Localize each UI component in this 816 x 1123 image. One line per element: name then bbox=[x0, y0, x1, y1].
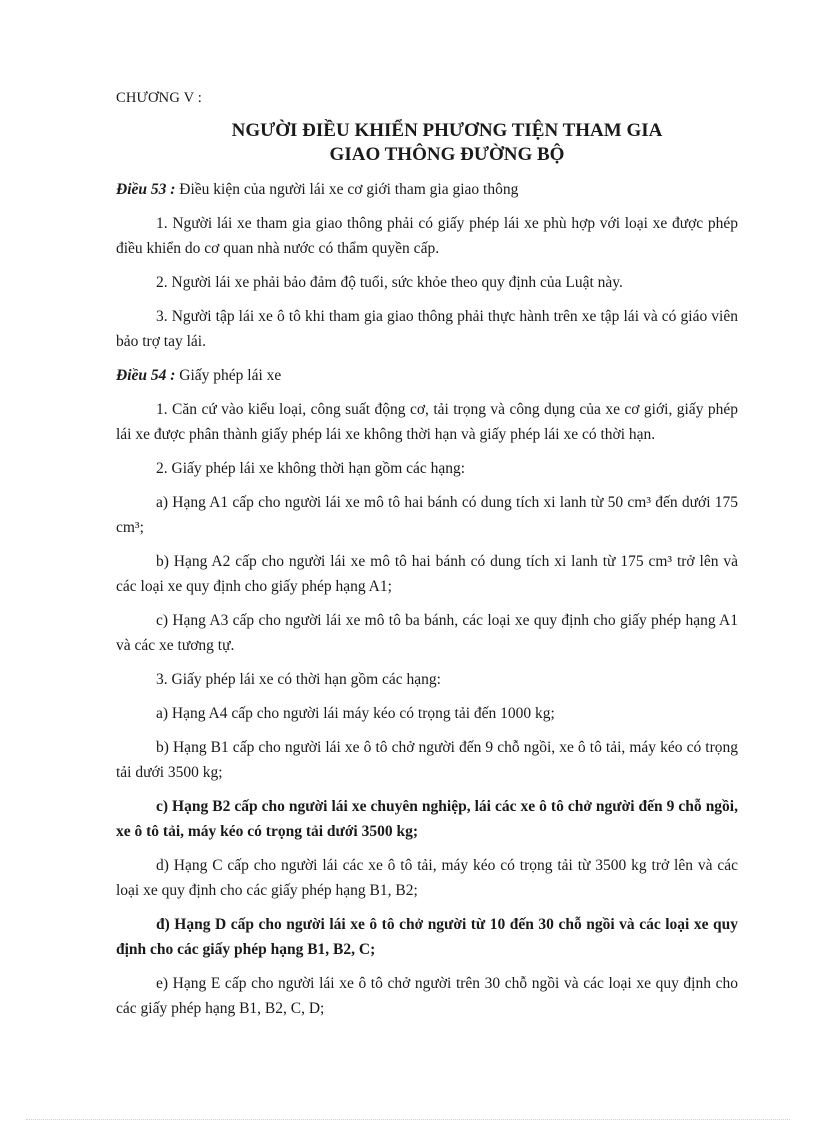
article-54-clause-3a: a) Hạng A4 cấp cho người lái máy kéo có trọng tải đến 1000 kg; bbox=[156, 705, 555, 722]
article-53-clause-1: 1. Người lái xe tham gia giao thông phải có giấy phép lái xe phù hợp với loại xe được phép điều khiển do cơ quan nhà nước có thẩm quyền cấp. bbox=[116, 215, 738, 257]
chapter-title bbox=[116, 119, 738, 167]
article-54-clause-3c: c) Hạng B2 cấp cho người lái xe chuyên nghiệp, lái các xe ô tô chở người đến 9 chỗ ngồi, xe ô tô tải, máy kéo có trọng tải dưới 3500 kg; bbox=[116, 798, 738, 840]
article-54-clause-3d: d) Hạng C cấp cho người lái các xe ô tô tải, máy kéo có trọng tải từ 3500 kg trở lên và các loại xe quy định cho các giấy phép hạng B1, B2; bbox=[116, 857, 738, 899]
article-54-label: Điều 54 : bbox=[116, 367, 176, 384]
article-53-title: Điều kiện của người lái xe cơ giới tham gia giao thông bbox=[175, 181, 519, 198]
article-54-clause-3dd: đ) Hạng D cấp cho người lái xe ô tô chở người từ 10 đến 30 chỗ ngồi và các loại xe quy định cho các giấy phép hạng B1, B2, C; bbox=[116, 916, 738, 958]
article-53-heading bbox=[116, 177, 738, 202]
article-53-clause-2: 2. Người lái xe phải bảo đảm độ tuổi, sức khỏe theo quy định của Luật này. bbox=[156, 274, 623, 291]
article-53-clause-3: 3. Người tập lái xe ô tô khi tham gia giao thông phải thực hành trên xe tập lái và có giáo viên bảo trợ tay lái. bbox=[116, 308, 738, 350]
article-54-clause-1: 1. Căn cứ vào kiểu loại, công suất động cơ, tải trọng và công dụng của xe cơ giới, giấy phép lái xe được phân thành giấy phép lái xe không thời hạn và giấy phép lái xe có thời hạn. bbox=[116, 401, 738, 443]
article-54-clause-2: 2. Giấy phép lái xe không thời hạn gồm các hạng: bbox=[156, 460, 466, 477]
article-54-title: Giấy phép lái xe bbox=[175, 367, 282, 384]
article-54-clause-3b: b) Hạng B1 cấp cho người lái xe ô tô chở người đến 9 chỗ ngồi, xe ô tô tải, máy kéo có trọng tải dưới 3500 kg; bbox=[116, 739, 738, 781]
page-bottom-divider bbox=[26, 1119, 790, 1120]
document-body bbox=[116, 86, 738, 1030]
article-54-clause-3e: e) Hạng E cấp cho người lái xe ô tô chở người trên 30 chỗ ngồi và các loại xe quy định cho các giấy phép hạng B1, B2, C, D; bbox=[116, 975, 738, 1017]
article-54-clause-2b: b) Hạng A2 cấp cho người lái xe mô tô hai bánh có dung tích xi lanh từ 175 cm³ trở lên và các loại xe quy định cho giấy phép hạng A1; bbox=[116, 553, 738, 595]
article-54-heading bbox=[116, 363, 738, 388]
chapter-title-line-2: GIAO THÔNG ĐƯỜNG BỘ bbox=[329, 144, 565, 165]
chapter-heading: CHƯƠNG V : bbox=[116, 90, 203, 106]
chapter-title-line-1: NGƯỜI ĐIỀU KHIỂN PHƯƠNG TIỆN THAM GIA bbox=[231, 120, 663, 141]
article-54-clause-3: 3. Giấy phép lái xe có thời hạn gồm các hạng: bbox=[156, 671, 441, 688]
article-54-clause-2a: a) Hạng A1 cấp cho người lái xe mô tô hai bánh có dung tích xi lanh từ 50 cm³ đến dưới 175 cm³; bbox=[116, 494, 738, 536]
article-53-label: Điều 53 : bbox=[116, 181, 176, 198]
article-54-clause-2c: c) Hạng A3 cấp cho người lái xe mô tô ba bánh, các loại xe quy định cho giấy phép hạng A1 và các xe tương tự. bbox=[116, 612, 738, 654]
